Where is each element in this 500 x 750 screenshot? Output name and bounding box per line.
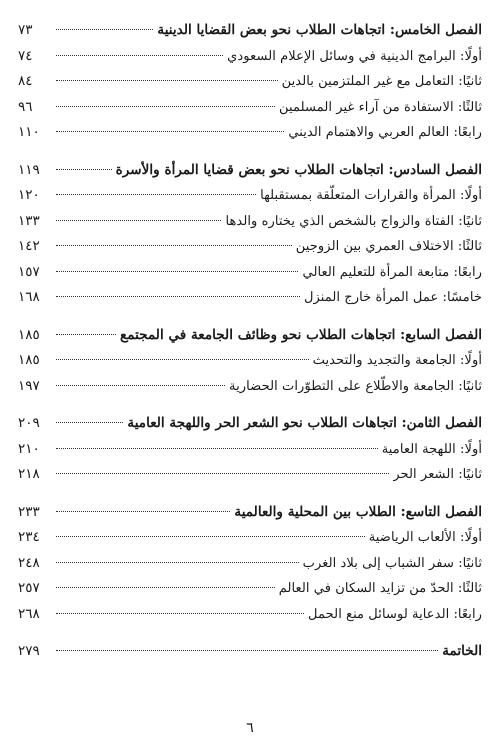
section-gap [18,146,482,158]
dot-leader [56,536,365,537]
page-reference: ٢١٠ [18,440,40,457]
page-reference: ٧٤ [18,47,33,64]
entry-title: ثانيًا: الفتاة والزواج بالشخص الذي يختاره والدها [225,213,482,229]
dot-leader [56,587,275,588]
toc-chapter-row [18,158,482,184]
dot-leader [56,511,230,512]
entry-title: ثانيًا: سفر الشباب إلى بلاد الغرب [302,555,482,571]
dot-leader [56,448,378,449]
toc-entry-row [18,525,482,551]
toc-entry-row [18,437,482,463]
entry-title: أولًا: اللهجة العامية [381,441,482,457]
toc-entry-row [18,183,482,209]
chapter-title: الفصل الثامن: اتجاهات الطلاب نحو الشعر الحر واللهجة العامية [127,415,482,431]
dot-leader [56,359,309,360]
dot-leader [56,271,298,272]
page-reference: ١٣٣ [18,212,40,229]
page-reference: ١٤٢ [18,238,40,254]
section-gap [18,311,482,323]
entry-title: ثالثًا: الاختلاف العمري بين الزوجين [295,239,482,254]
page-reference: ١٢٠ [18,187,40,203]
dot-leader [56,296,300,297]
entry-title: أولًا: الألعاب الرياضية [368,530,482,545]
toc-entry-row [18,209,482,235]
toc-entry-row [18,120,482,146]
entry-title: ثانيًا: التعامل مع غير الملتزمين بالدين [281,74,482,89]
section-gap [18,627,482,639]
page-reference: ٢٣٤ [18,529,40,545]
toc-entry-row [18,260,482,286]
dot-leader [56,334,116,335]
toc-entry-row [18,234,482,260]
toc-chapter-row [18,411,482,437]
page-number: ٦ [246,720,254,736]
dot-leader [56,650,438,651]
dot-leader [56,385,225,386]
section-gap [18,488,482,500]
page-reference: ٩٦ [18,98,33,115]
dot-leader [56,422,123,423]
entry-title: رابعًا: العالم العربي والاهتمام الديني [288,125,482,140]
toc-chapter-row [18,639,482,665]
toc-chapter-row [18,323,482,349]
toc-entry-row [18,348,482,374]
chapter-title: الفصل التاسع: الطلاب بين المحلية والعالمية [234,503,482,520]
page-reference: ١٥٧ [18,263,40,280]
page-reference: ١٨٥ [18,352,40,368]
page-reference: ٢٣٣ [18,503,40,520]
entry-title: رابعًا: متابعة المرأة للتعليم العالي [302,264,482,280]
section-gap [18,399,482,411]
toc-entry-row [18,285,482,311]
dot-leader [56,131,284,132]
entry-title: ثالثًا: الحدّ من تزايد السكان في العالم [278,581,482,596]
toc-entry-row [18,551,482,577]
dot-leader [56,194,256,195]
page-reference: ٢٤٨ [18,554,40,571]
dot-leader [56,29,153,30]
toc-entry-row [18,69,482,95]
toc-entry-row [18,44,482,70]
page-reference: ٢٦٨ [18,605,40,622]
page-reference: ١٨٥ [18,326,40,343]
toc-entry-row [18,374,482,400]
page-reference: ١٩٧ [18,377,40,394]
entry-title: أولًا: البرامج الدينية في وسائل الإعلام السعودي [227,48,482,64]
dot-leader [56,106,275,107]
dot-leader [56,473,389,474]
dot-leader [56,80,278,81]
dot-leader [56,55,223,56]
page-reference: ١١٩ [18,161,40,178]
dot-leader [56,245,292,246]
page-reference: ٢٠٩ [18,415,40,431]
chapter-title: الفصل الخامس: اتجاهات الطلاب نحو بعض القضايا الدينية [157,22,482,38]
entry-title: خامسًا: عمل المرأة خارج المنزل [303,290,482,305]
entry-title: أولًا: الجامعة والتجديد والتحديث [312,353,482,368]
toc-chapter-row [18,500,482,526]
dot-leader [56,613,304,614]
page-reference: ٢٥٧ [18,580,40,596]
page-reference: ١١٠ [18,124,40,140]
chapter-title: الخاتمة [442,643,482,659]
page-reference: ٢١٨ [18,466,40,482]
entry-title: ثالثًا: الاستفادة من آراء غير المسلمين [278,99,482,115]
toc-entry-row [18,462,482,488]
entry-title: ثانيًا: الشعر الحر [393,467,482,482]
toc-entry-row [18,95,482,121]
page-reference: ٢٧٩ [18,643,40,659]
page-reference: ١٦٨ [18,289,40,305]
table-of-contents [18,18,482,665]
chapter-title: الفصل السادس: اتجاهات الطلاب نحو بعض قضايا المرأة والأسرة [115,161,482,178]
toc-entry-row [18,576,482,602]
entry-title: ثانيًا: الجامعة والاطّلاع على التطوّرات الحضارية [229,378,482,394]
page-reference: ٨٤ [18,73,33,89]
chapter-title: الفصل السابع: اتجاهات الطلاب نحو وظائف الجامعة في المجتمع [119,326,482,343]
entry-title: أولًا: المرأة والقرارات المتعلّقة بمستقبلها [260,188,482,203]
entry-title: رابعًا: الدعاية لوسائل منع الحمل [308,606,482,622]
toc-chapter-row [18,18,482,44]
dot-leader [56,562,299,563]
dot-leader [56,220,221,221]
toc-entry-row [18,602,482,628]
dot-leader [56,169,112,170]
page-reference: ٧٣ [18,22,33,38]
